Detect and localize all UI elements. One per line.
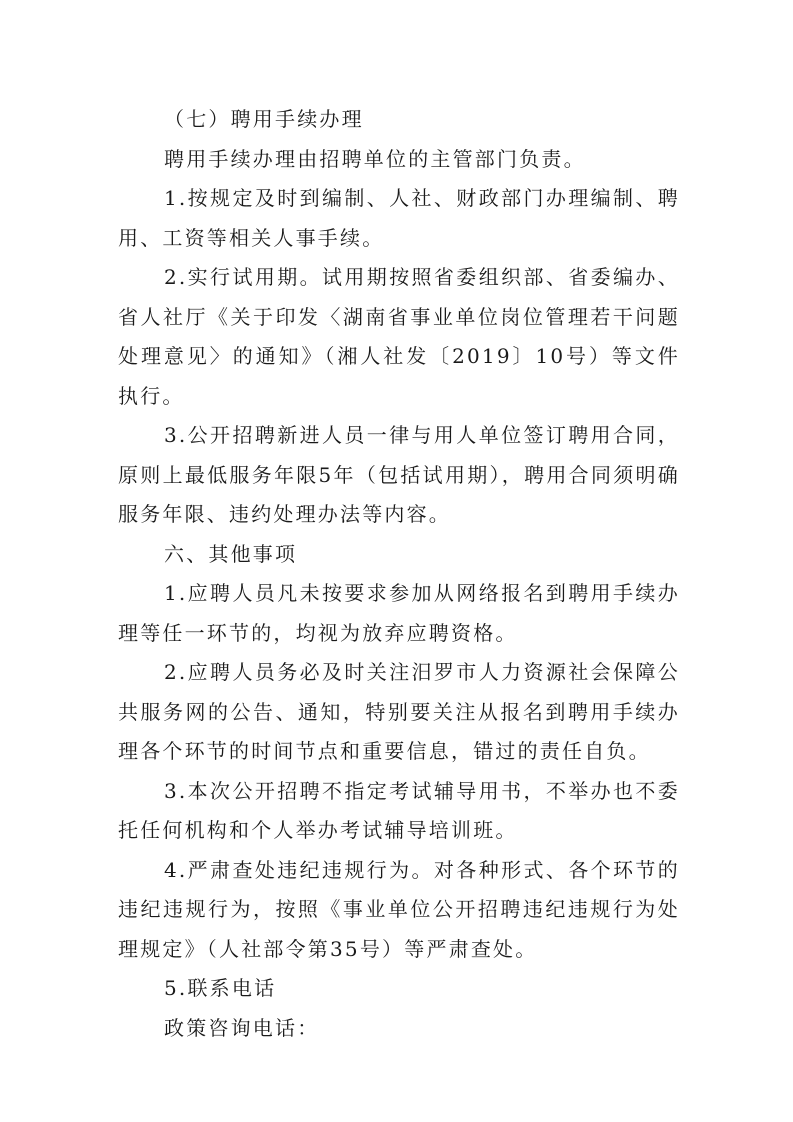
paragraph-other-4-violations: 4.严肃查处违纪违规行为。对各种形式、各个环节的违纪违规行为，按照《事业单位公开招聘违纪违规行为处理规定》（人社部令第35号）等严肃查处。 xyxy=(118,857,680,961)
paragraph-item-1-procedures: 1.按规定及时到编制、人社、财政部门办理编制、聘用、工资等相关人事手续。 xyxy=(118,186,680,250)
section-heading-hiring-procedures: （七）聘用手续办理 xyxy=(164,107,364,131)
paragraph-other-5-contact: 5.联系电话 xyxy=(164,976,277,1000)
paragraph-other-1-forfeit: 1.应聘人员凡未按要求参加从网络报名到聘用手续办理等任一环节的，均视为放弃应聘资格。 xyxy=(118,581,680,645)
paragraph-hiring-responsibility: 聘用手续办理由招聘单位的主管部门负责。 xyxy=(164,146,586,171)
document-body xyxy=(118,100,680,1048)
paragraph-policy-hotline: 政策咨询电话： xyxy=(164,1015,320,1040)
paragraph-other-3-no-tutoring: 3.本次公开招聘不指定考试辅导用书，不举办也不委托任何机构和个人举办考试辅导培训班。 xyxy=(118,778,680,842)
section-heading-other-matters: 六、其他事项 xyxy=(164,541,298,566)
paragraph-item-3-contract: 3.公开招聘新进人员一律与用人单位签订聘用合同，原则上最低服务年限5年（包括试用期），聘用合同须明确服务年限、违约处理办法等内容。 xyxy=(118,423,680,526)
paragraph-item-2-probation: 2.实行试用期。试用期按照省委组织部、省委编办、省人社厅《关于印发〈湖南省事业单位岗位管理若干问题处理意见〉的通知》（湘人社发〔2019〕10号）等文件执行。 xyxy=(118,265,680,408)
paragraph-other-2-notices: 2.应聘人员务必及时关注汨罗市人力资源社会保障公共服务网的公告、通知，特别要关注从报名到聘用手续办理各个环节的时间节点和重要信息，错过的责任自负。 xyxy=(118,660,680,763)
